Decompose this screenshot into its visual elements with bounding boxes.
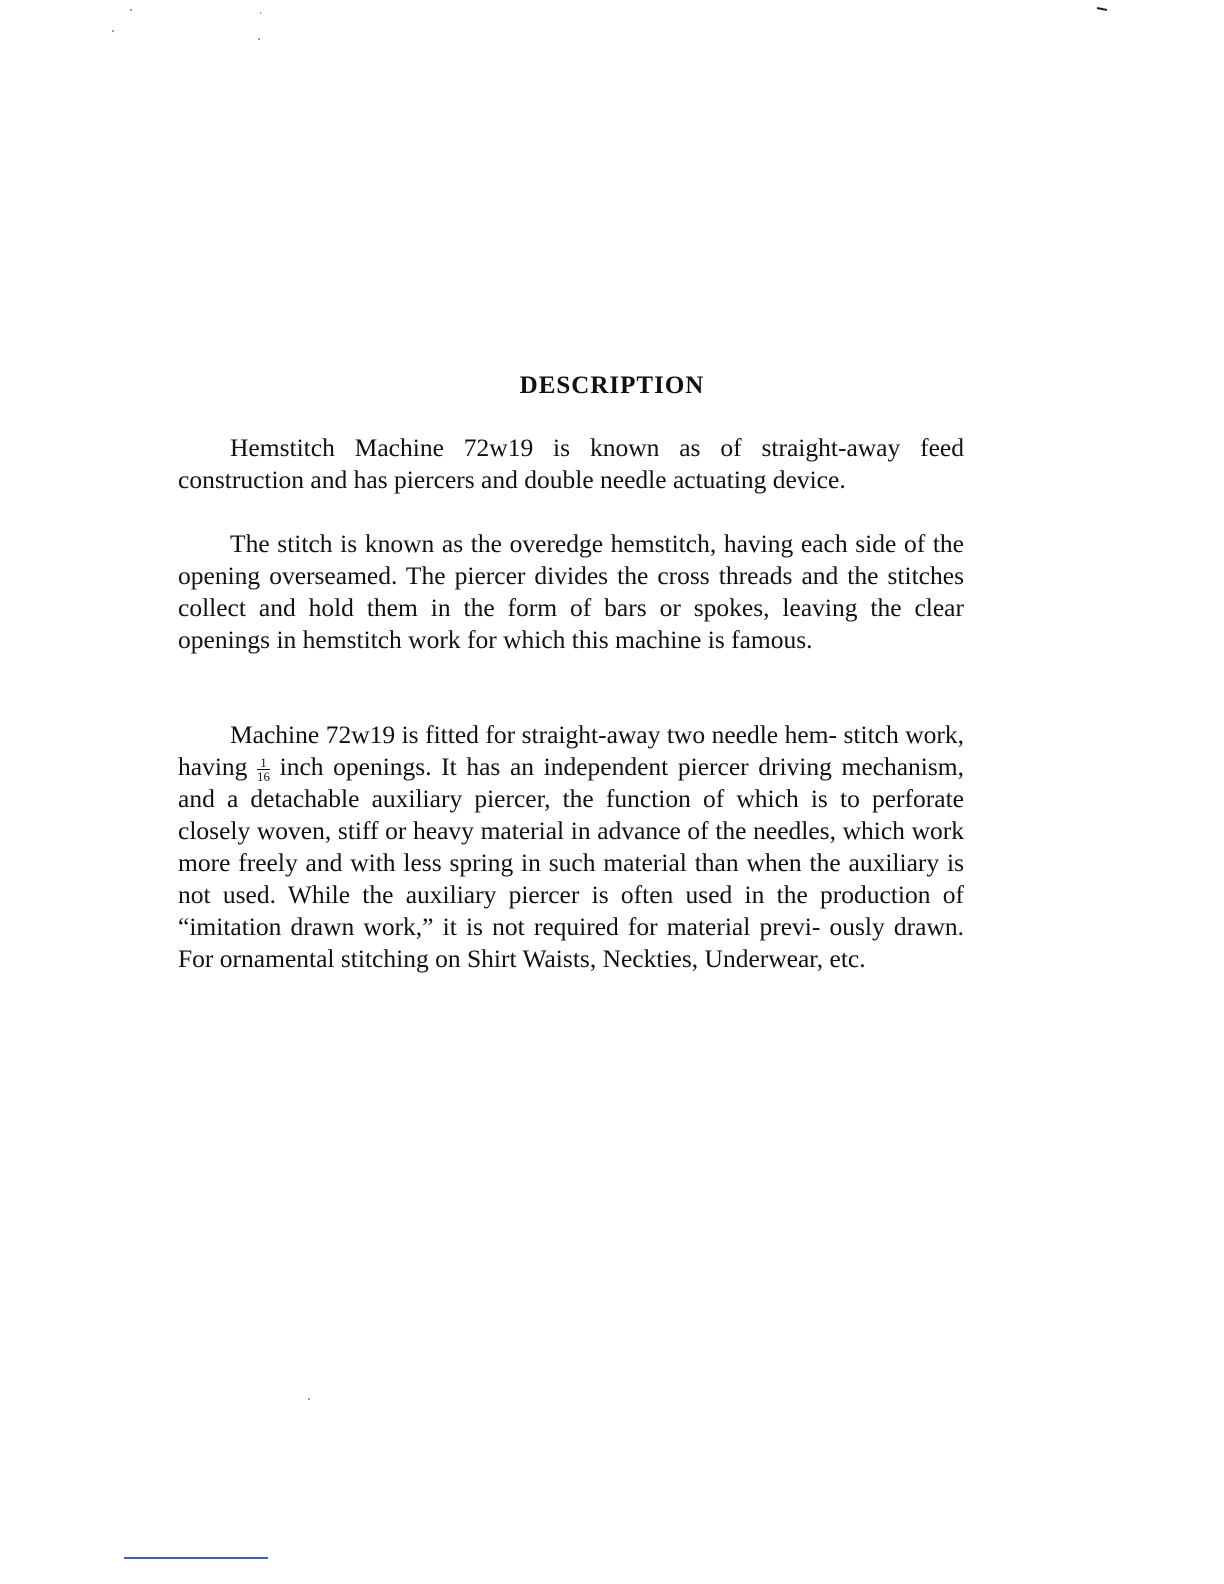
bottom-rule	[124, 1557, 268, 1559]
paragraph-stitch: The stitch is known as the overedge hemstitch, having each side of the opening overseamed. The piercer divides the cross threads and the stitches collect and hold them in the form of bars or spokes, leaving the clear openings in hemstitch work for which this machine is famous.	[178, 529, 964, 654]
scan-speck	[130, 9, 132, 11]
paragraph-machine	[178, 719, 964, 975]
scan-speck	[308, 1398, 310, 1400]
scan-speck	[112, 30, 114, 32]
paragraph-intro: Hemstitch Machine 72w19 is known as of straight-away feed construction and has piercers and double needle actuating device.	[178, 433, 964, 494]
paragraph-machine-lead: Machine 72w19 is fitted for straight-away two needle hem- stitch work, having	[178, 720, 964, 781]
scan-speck	[260, 12, 261, 14]
fraction	[257, 756, 270, 783]
fraction-numerator: 1	[257, 756, 270, 770]
page-title: DESCRIPTION	[519, 372, 705, 399]
scan-mark	[1097, 7, 1107, 11]
paragraph-machine-rest: inch openings. It has an independent piercer driving mechanism, and a detachable auxiliary piercer, the function of which is to perforate closely woven, stiff or heavy material in advance of the needles, which work more freely and with less spring in such material than when the auxiliary is not used. While the auxiliary piercer is often used in the production of “imitation drawn work,” it is not required for material previ- ously drawn. For ornamental stitching on Shirt Waists, Neckties, Underwear, etc.	[178, 752, 965, 973]
fraction-denominator: 16	[257, 768, 271, 784]
scan-speck	[258, 38, 260, 40]
